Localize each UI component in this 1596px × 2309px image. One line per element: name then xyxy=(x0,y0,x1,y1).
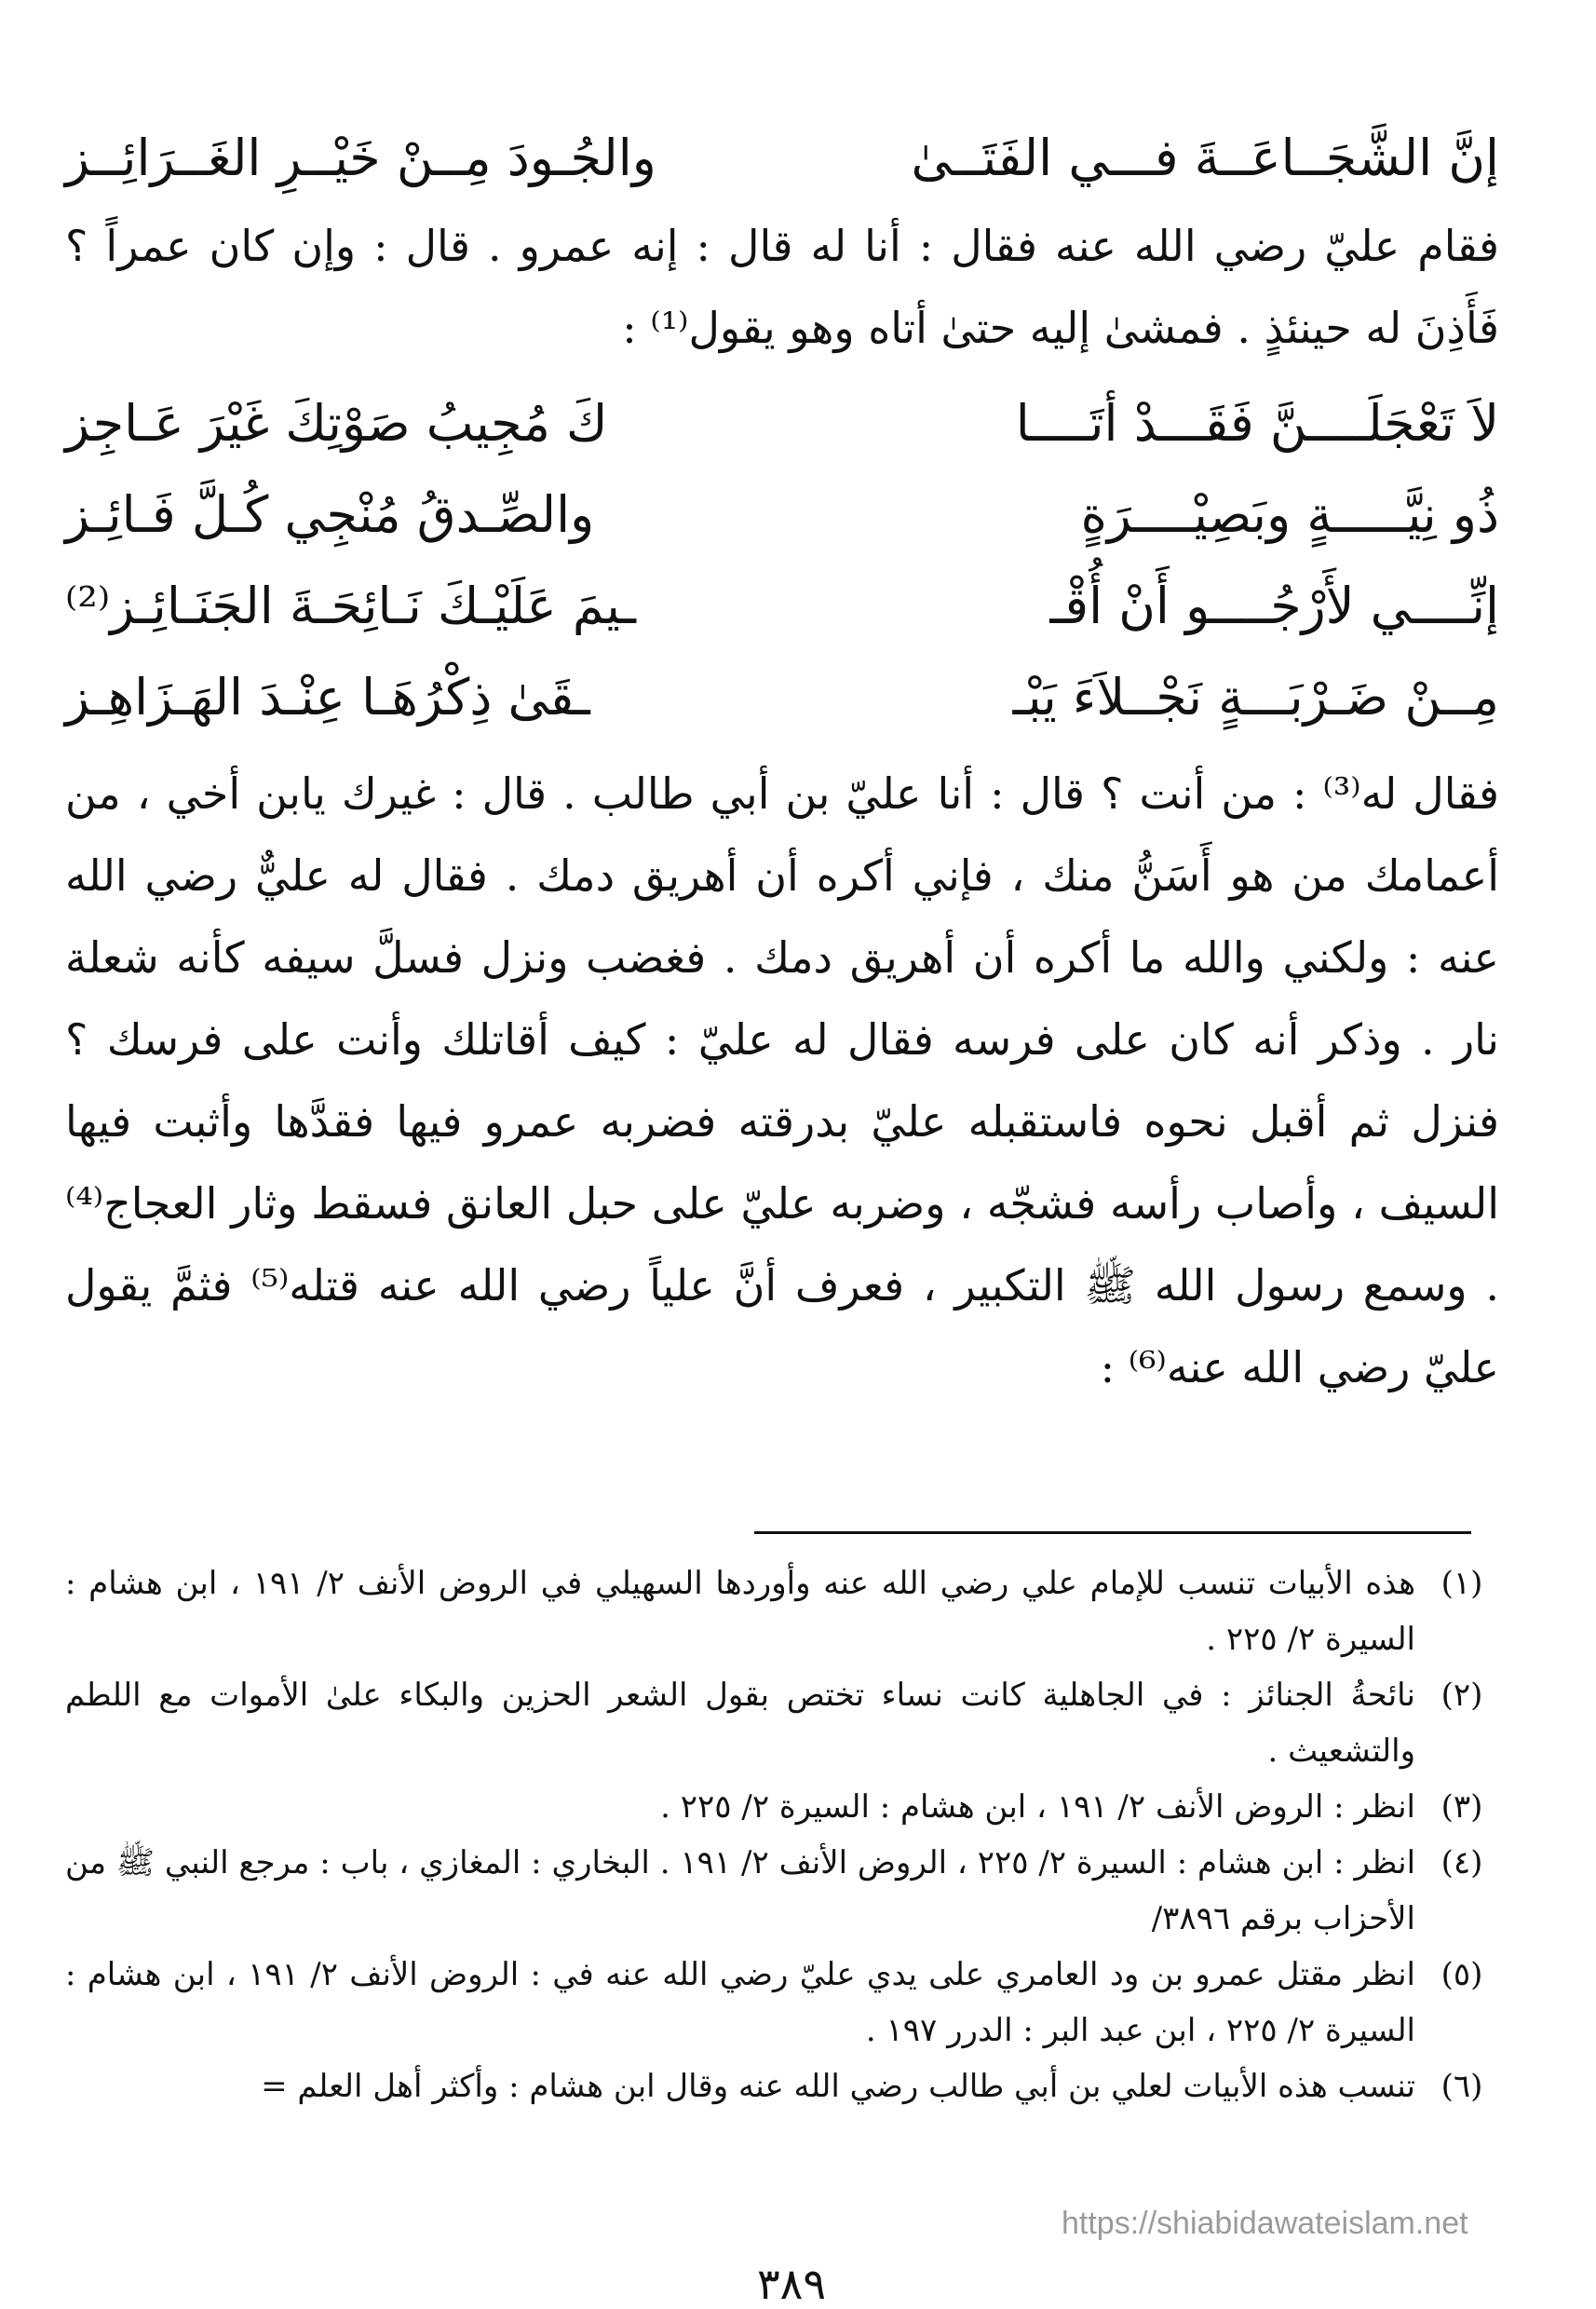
footnote-number: (٥) xyxy=(1440,1956,1483,1993)
page-number: ٣٨٩ xyxy=(756,2259,827,2309)
footnote-text: نائحةُ الجنائز : في الجاهلية كانت نساء تختص بقول الشعر الحزين والبكاء علىٰ الأموات مع اللطم والتشعيث . xyxy=(65,1677,1415,1770)
verse-first-hemistich: إنِّــــي لأَرْجُــــو أَنْ أُقْـ xyxy=(1049,577,1499,635)
paragraph-2: فقال له⁽³⁾ : من أنت ؟ قال : أنا عليّ بن أبي طالب . قال : غيرك يابن أخي ، من أعمامك من هو أَسَنُّ منك ، فإني أكره أن أهريق دمك . فقال له عليٌّ رضي الله عنه : ولكني والله ما أكره أن أهريق دمك . فغضب ونزل فسلَّ سيفه كأنه شعلة نار . وذكر أنه كان على فرسه فقال له عليّ : كيف أقاتلك وأنت على فرسك ؟ فنزل ثم أقبل نحوه فاستقبله عليّ بدرقته فضربه عمرو فيها فقدَّها وأثبت فيها السيف ، وأصاب رأسه فشجّه ، وضربه عليّ على حبل العانق فسقط وثار العجاج⁽⁴⁾ . وسمع رسول الله ﷺ التكبير ، فعرف أنَّ علياً رضي الله عنه قتله⁽⁵⁾ فثمَّ يقول عليّ رضي الله عنه⁽⁶⁾ : xyxy=(65,768,1500,1392)
verse-first-hemistich: إنَّ الشَّجَــاعَــةَ فـــي الفَتَــىٰ xyxy=(911,129,1499,187)
verse-first-hemistich: لاَ تَعْجَلَــــنَّ فَقَـــدْ أتَــــا xyxy=(1015,394,1499,453)
verse-second-hemistich: ـقَىٰ ذِكْرُهَـا عِنْـدَ الهَـزَاهِـز xyxy=(65,668,590,727)
footnotes xyxy=(65,1555,1508,2114)
footnote xyxy=(65,1947,1508,2058)
verse-first-hemistich: ذُو نِيَّـــــةٍ وبَصِيْــــرَةٍ xyxy=(1080,485,1499,544)
footnote-number: (١) xyxy=(1440,1565,1483,1602)
poem-verse-1 xyxy=(65,378,1499,469)
footnote xyxy=(65,2058,1508,2114)
verse-second-hemistich: والجُـودَ مِــنْ خَيْــرِ الغَــرَائِــز xyxy=(65,129,656,187)
footnote-number: (٦) xyxy=(1440,2068,1483,2105)
poem-verse-4 xyxy=(65,652,1499,743)
footnote-number: (٢) xyxy=(1440,1677,1483,1714)
poem-verse-3 xyxy=(65,561,1499,652)
poem-verse-2 xyxy=(65,469,1499,561)
footnote xyxy=(65,1555,1508,1667)
verse-second-hemistich: كَ مُجِيبُ صَوْتِكَ غَيْرَ عَـاجِز xyxy=(65,394,608,453)
poem xyxy=(65,378,1499,743)
footnote xyxy=(65,1667,1508,1779)
footnote-number: (٤) xyxy=(1440,1844,1483,1881)
verse-second-hemistich: والصِّـدقُ مُنْجِي كُـلَّ فَـائِـز xyxy=(65,485,595,544)
footnote xyxy=(65,1779,1508,1835)
paragraph-1: فقام عليّ رضي الله عنه فقال : أنا له قال : إنه عمرو . قال : وإن كان عمراً ؟ فَأَذِنَ له حينئذٍ . فمشىٰ إليه حتىٰ أتاه وهو يقول⁽¹⁾ : xyxy=(65,221,1499,353)
footnote-text: انظر : ابن هشام : السيرة ٢/ ٢٢٥ ، الروض الأنف ٢/ ١٩١ . البخاري : المغازي ، باب : مرجع النبي ﷺ من الأحزاب برقم ٣٨٩٦/ xyxy=(65,1844,1416,1937)
footnote-text: انظر : الروض الأنف ٢/ ١٩١ ، ابن هشام : السيرة ٢/ ٢٢٥ . xyxy=(660,1788,1415,1826)
footnote-text: انظر مقتل عمرو بن ود العامري على يدي عليّ رضي الله عنه في : الروض الأنف ٢/ ١٩١ ، ابن هشام : السيرة ٢/ ٢٢٥ ، ابن عبد البر : الدرر ١٩٧ . xyxy=(65,1956,1416,2049)
footnote-text: تنسب هذه الأبيات لعلي بن أبي طالب رضي الله عنه وقال ابن هشام : وأكثر أهل العلم = xyxy=(261,2068,1415,2105)
watermark-url: https://shiabidawateislam.net xyxy=(1062,2206,1468,2241)
opening-verse xyxy=(65,112,1499,205)
footnote-text: هذه الأبيات تنسب للإمام علي رضي الله عنه وأوردها السهيلي في الروض الأنف ٢/ ١٩١ ، ابن هشام : السيرة ٢/ ٢٢٥ . xyxy=(65,1565,1416,1658)
footnote-divider xyxy=(754,1531,1471,1534)
verse-first-hemistich: مِــنْ ضَـرْبَـــةٍ نَجْــلاَءَ يَبْـ xyxy=(1012,668,1499,727)
footnote xyxy=(65,1835,1508,1947)
footnote-number: (٣) xyxy=(1440,1788,1483,1826)
main-text xyxy=(65,112,1499,1408)
verse-second-hemistich: ـيمَ عَلَيْـكَ نَـائِحَـةَ الجَنَـائِـز⁽²⁾ xyxy=(65,577,636,635)
